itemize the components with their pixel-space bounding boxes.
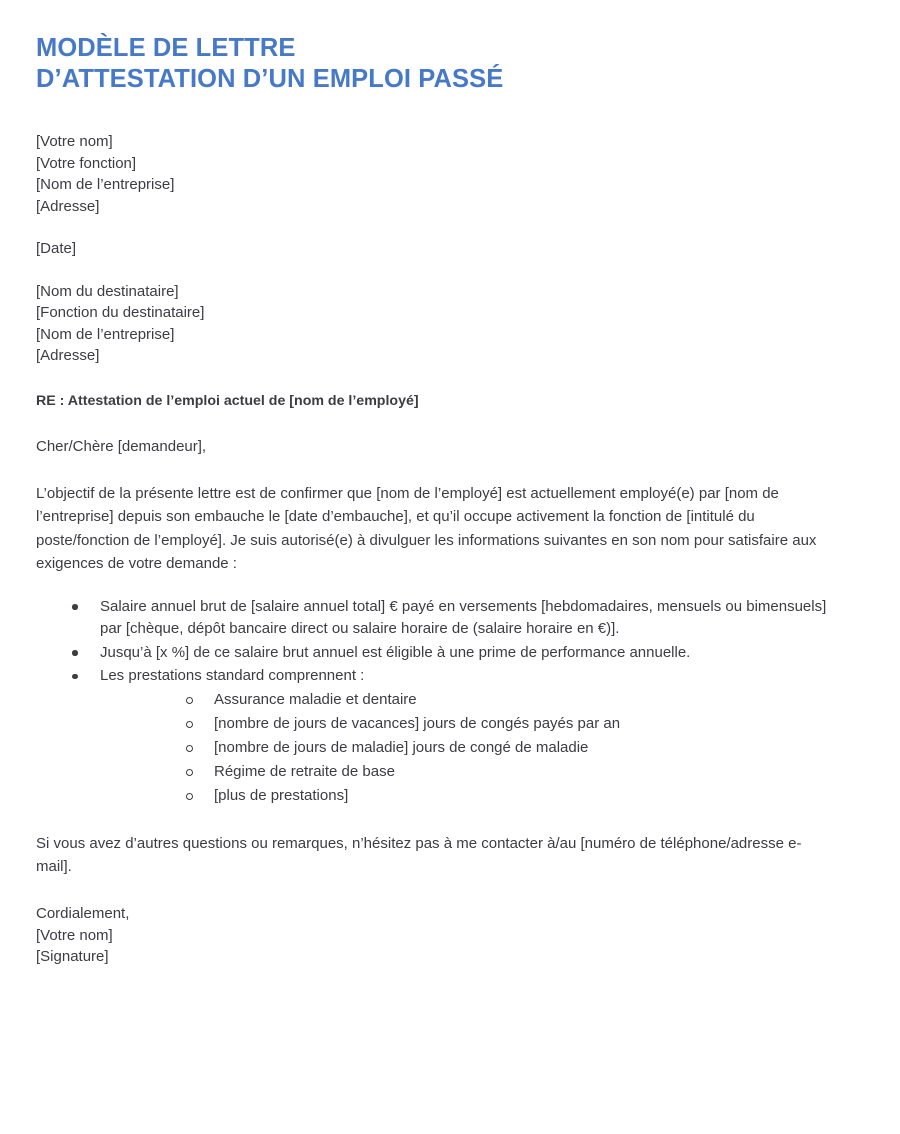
sender-name: [Votre nom] bbox=[36, 133, 113, 150]
list-item-label: Jusqu’à [x %] de ce salaire brut annuel est éligible à une prime de performance annuelle. bbox=[100, 643, 691, 661]
closing-paragraph: Si vous avez d’autres questions ou remarques, n’hésitez pas à me contacter à/au [numéro de téléphone/adresse e-mail]. bbox=[36, 835, 802, 875]
bullet-disc-icon bbox=[72, 650, 78, 656]
standard-benefits-sub-list bbox=[100, 689, 842, 808]
sender-company: [Nom de l’entreprise] bbox=[36, 176, 175, 193]
list-item bbox=[36, 596, 842, 641]
signoff-greeting: Cordialement, bbox=[36, 905, 130, 922]
benefits-bullet-list bbox=[36, 596, 870, 808]
recipient-company: [Nom de l’entreprise] bbox=[36, 325, 175, 343]
bullet-circle-icon bbox=[186, 769, 193, 776]
recipient-address: [Adresse] bbox=[36, 347, 100, 364]
date-placeholder: [Date] bbox=[36, 240, 77, 257]
bullet-circle-icon bbox=[186, 721, 193, 728]
list-item bbox=[36, 642, 842, 665]
page-title-line-1: MODÈLE DE LETTRE bbox=[36, 34, 296, 62]
intro-paragraph: L’objectif de la présente lettre est de confirmer que [nom de l’employé] est actuellement employé(e) par [nom de l’entreprise] depuis son embauche le [date d’embauche], et qu’il occupe activement la fonction de [intitulé du poste/fonction de l’employé]. Je suis autorisé(e) à divulguer les informations suivantes en son nom pour satisfaire aux exigences de votre demande : bbox=[36, 484, 817, 572]
page-title bbox=[36, 28, 870, 95]
sub-list-item bbox=[100, 785, 842, 808]
list-item-label: Les prestations standard comprennent : bbox=[100, 667, 365, 684]
sub-list-item-label: Assurance maladie et dentaire bbox=[214, 690, 417, 708]
bullet-disc-icon bbox=[72, 604, 78, 610]
sub-list-item-label: Régime de retraite de base bbox=[214, 762, 395, 780]
date-block bbox=[36, 238, 870, 260]
sub-list-item bbox=[100, 761, 842, 784]
subject-line: RE : Attestation de l’emploi actuel de [nom de l’employé] bbox=[36, 392, 419, 409]
sub-list-item-label: [nombre de jours de vacances] jours de congés payés par an bbox=[214, 714, 621, 732]
sub-list-item-label: [nombre de jours de maladie] jours de congé de maladie bbox=[214, 738, 589, 756]
sender-job-title: [Votre fonction] bbox=[36, 154, 137, 172]
list-item-label: Salaire annuel brut de [salaire annuel total] € payé en versements [hebdomadaires, mensuels ou bimensuels] par [chèque, dépôt bancaire direct ou salaire horaire de (salaire horaire en €)]. bbox=[100, 597, 827, 637]
recipient-name: [Nom du destinataire] bbox=[36, 282, 179, 300]
sub-list-item bbox=[100, 737, 842, 760]
sender-address: [Adresse] bbox=[36, 197, 100, 215]
recipient-job-title: [Fonction du destinataire] bbox=[36, 304, 205, 321]
bullet-circle-icon bbox=[186, 697, 193, 704]
spacer-after-date bbox=[36, 260, 870, 281]
sub-list-item bbox=[100, 713, 842, 736]
sender-address-block bbox=[36, 131, 870, 217]
bullet-disc-icon bbox=[72, 674, 78, 680]
signoff-name: [Votre nom] bbox=[36, 926, 113, 944]
bullet-circle-icon bbox=[186, 793, 193, 800]
signoff-signature: [Signature] bbox=[36, 948, 109, 965]
sub-list-item bbox=[100, 689, 842, 712]
recipient-address-block bbox=[36, 281, 870, 367]
sub-list-item-label: [plus de prestations] bbox=[214, 786, 349, 804]
list-item bbox=[36, 665, 842, 807]
salutation: Cher/Chère [demandeur], bbox=[36, 437, 207, 455]
bullet-circle-icon bbox=[186, 745, 193, 752]
signoff-block bbox=[36, 903, 870, 968]
page-title-line-2: D’ATTESTATION D’UN EMPLOI PASSÉ bbox=[36, 65, 504, 93]
spacer-after-sender bbox=[36, 217, 870, 238]
